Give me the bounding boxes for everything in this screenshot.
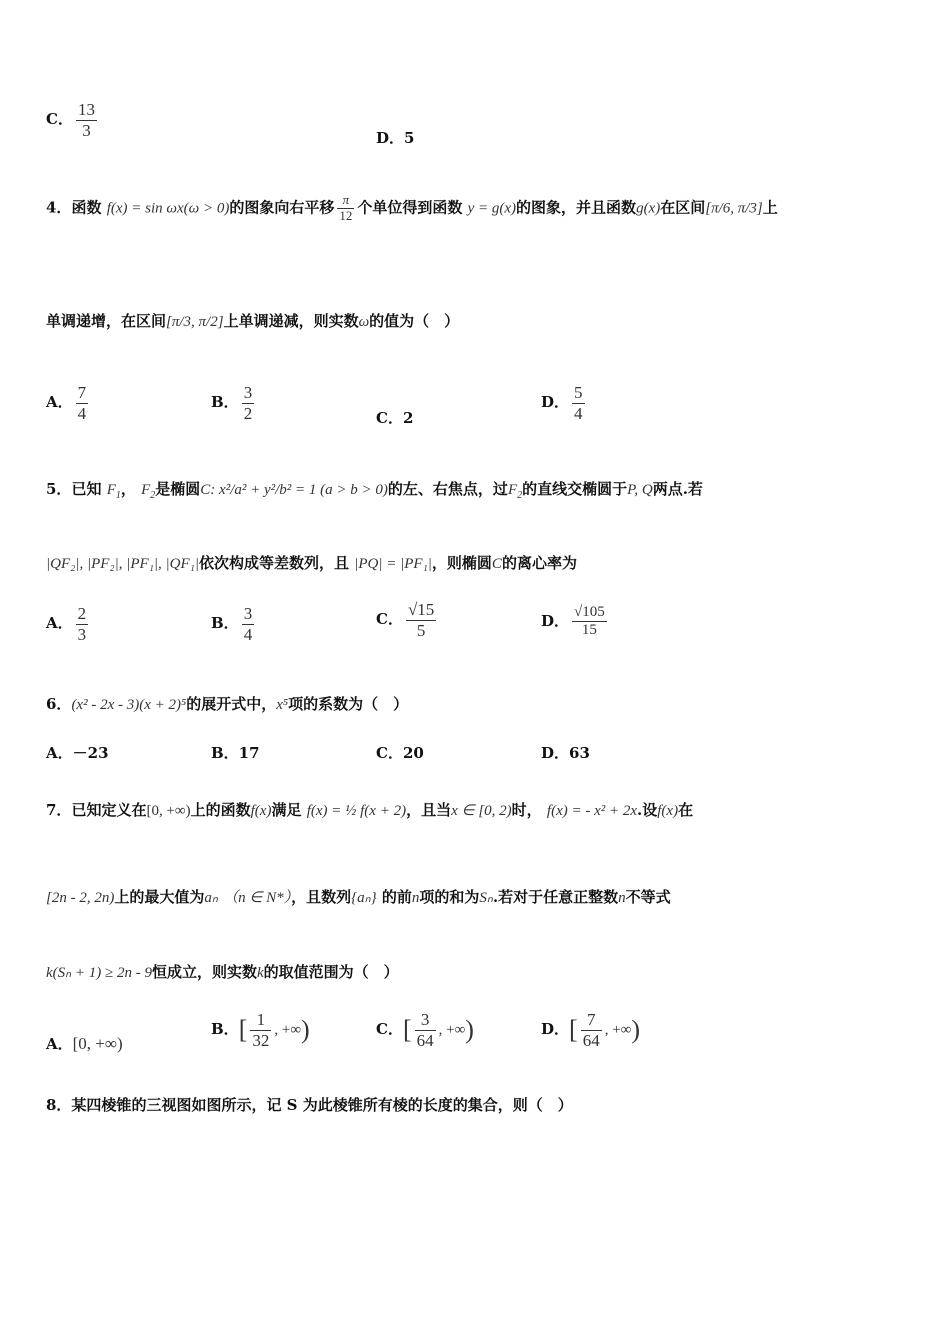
q7-line1: 7．已知定义在[0, +∞)上的函数f(x)满足 f(x) = ½ f(x + 2)，且当x ∈ [0, 2)时， f(x) = - x² + 2x.设f(x)在 bbox=[46, 801, 694, 819]
q6-line: 6．(x² - 2x - 3)(x + 2)⁵的展开式中，x⁵项的系数为（ ） bbox=[46, 695, 409, 713]
q7-line2: [2n - 2, 2n)上的最大值为aₙ （n ∈ N*），且数列{aₙ} 的前n项的和为Sₙ.若对于任意正整数n不等式 bbox=[46, 888, 671, 906]
q6-option-c: C．20 bbox=[376, 744, 424, 762]
q5-line1: 5．已知 $F_1$， $F_2$是椭圆C: x²/a² + y²/b² = 1 (a > b > 0)的左、右焦点，过$F_2$的直线交椭圆于P, Q两点.若 bbox=[46, 480, 703, 501]
q7-option-c: C．[ $\frac{3}{64}$ , +∞) bbox=[376, 1010, 474, 1050]
q8-line: 8．某四棱锥的三视图如图所示，记 S 为此棱锥所有棱的长度的集合，则（ ） bbox=[46, 1096, 573, 1114]
q3-option-c: C． $\frac{13}{3}$ bbox=[46, 100, 95, 140]
q5-option-b: B． $\frac{3}{4}$ bbox=[211, 604, 253, 644]
q7-option-d: D．[ $\frac{7}{64}$ , +∞) bbox=[541, 1010, 641, 1050]
q5-option-d: D． $\frac{√105}{15}$ bbox=[541, 604, 605, 639]
q4-option-d: D． $\frac{5}{4}$ bbox=[541, 383, 583, 423]
q7-option-a: A．[0, +∞) bbox=[46, 1034, 123, 1053]
q7-line3: k(Sₙ + 1) ≥ 2n - 9恒成立，则实数k的取值范围为（ ） bbox=[46, 963, 399, 981]
q3-option-d: D．5 bbox=[376, 129, 415, 147]
q4-option-a: A． $\frac{7}{4}$ bbox=[46, 383, 87, 423]
q5-option-a: A． $\frac{2}{3}$ bbox=[46, 604, 87, 644]
q4-option-c: C．2 bbox=[376, 409, 414, 427]
q6-option-b: B．17 bbox=[211, 744, 260, 762]
q7-option-b: B．[ $\frac{1}{32}$ , +∞) bbox=[211, 1010, 310, 1050]
q4-line2: 单调递增，在区间[π/3, π/2]上单调递减，则实数ω的值为（ ） bbox=[46, 312, 460, 330]
q5-option-c: C． $\frac{√15}{5}$ bbox=[376, 600, 435, 640]
q4-option-b: B． $\frac{3}{2}$ bbox=[211, 383, 253, 423]
q5-line2: |QF₂|, |PF₂|, |PF₁|, |QF₁|依次构成等差数列，且 |PQ| = |PF₁|，则椭圆C的离心率为 bbox=[46, 554, 577, 572]
q4-line1: 4．函数 f(x) = sin ωx(ω > 0)的图象向右平移 $\frac{\pi}{12}$ 个单位得到函数 y = g(x)的图象，并且函数g(x)在区间[π/6, π/3]上 bbox=[46, 192, 778, 223]
q6-option-a: A．－23 bbox=[46, 744, 109, 762]
q6-option-d: D．63 bbox=[541, 744, 590, 762]
